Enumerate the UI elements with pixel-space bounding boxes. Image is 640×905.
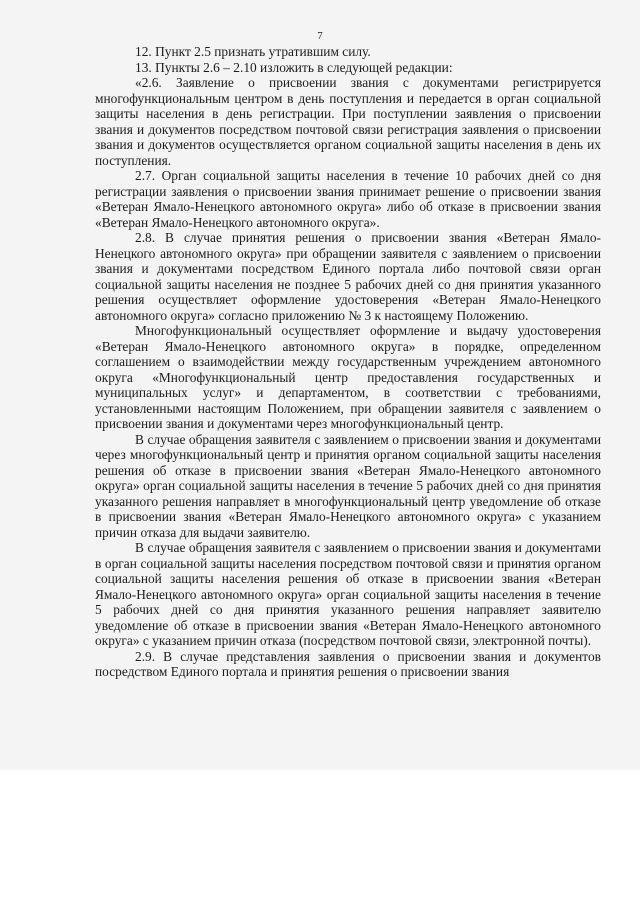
paragraph: 13. Пункты 2.6 – 2.10 изложить в следующей редакции: xyxy=(135,59,453,75)
paragraph: В случае обращения заявителя с заявлением о присвоении звания и документами через многофункциональный центр и принятия органом социальной защиты населения решения об отказе в присвоении звания «Ветеран Ямало-Ненецкого автономного округа» орган социальной защиты населения в течение 5 рабочих дней со дня принятия указанного решения направляет в многофункциональный центр уведомление об отказе в присвоении звания «Ветеран Ямало-Ненецкого автономного округа» с указанием причин отказа для выдачи заявителю. xyxy=(95,431,601,540)
paragraph: 2.9. В случае представления заявления о присвоении звания и документов посредством Единого портала и принятия решения о присвоении звания xyxy=(95,648,601,679)
page-number: 7 xyxy=(317,30,323,42)
paragraph: Многофункциональный осуществляет оформление и выдачу удостоверения «Ветеран Ямало-Ненецкого автономного округа» в порядке, определенном соглашением о взаимодействии между государственным учреждением автономного округа «Многофункциональный центр предоставления государственных и муниципальных услуг» и департаментом, в соответствии с требованиями, установленными настоящим Положением, при обращении заявителя с заявлением о присвоении звания и документами через многофункциональный центр. xyxy=(95,323,601,431)
paragraph: В случае обращения заявителя с заявлением о присвоении звания и документами в орган социальной защиты населения посредством почтовой связи и принятия органом социальной защиты населения решения об отказе в присвоении звания «Ветеран Ямало-Ненецкого автономного округа» орган социальной защиты населения в течение 5 рабочих дней со дня принятия указанного решения направляет заявителю уведомление об отказе в присвоении звания «Ветеран Ямало-Ненецкого автономного округа» с указанием причин отказа (посредством почтовой связи, электронной почты). xyxy=(95,540,601,648)
paragraph: 2.7. Орган социальной защиты населения в течение 10 рабочих дней со дня регистрации заявления о присвоении звания принимает решение о присвоении звания «Ветеран Ямало-Ненецкого автономного округа» либо об отказе в присвоении звания «Ветеран Ямало-Ненецкого автономного округа». xyxy=(95,168,601,230)
paragraph: 2.8. В случае принятия решения о присвоении звания «Ветеран Ямало-Ненецкого автономного округа» при обращении заявителя с заявлением о присвоении звания и документами посредством Единого портала либо почтовой связи орган социальной защиты населения не позднее 5 рабочих дней со дня принятия указанного решения осуществляет оформление удостоверения «Ветеран Ямало-Ненецкого автономного округа» согласно приложению № 3 к настоящему Положению. xyxy=(95,230,601,323)
paragraph: «2.6. Заявление о присвоении звания с документами регистрируется многофункциональным центром в день поступления и передается в орган социальной защиты населения в день регистрации. При поступлении заявления о присвоении звания и документов посредством почтовой связи регистрация заявления о присвоении звания и документов осуществляется органом социальной защиты населения в день их поступления. xyxy=(95,75,601,168)
document-body xyxy=(95,44,601,680)
paragraph: 12. Пункт 2.5 признать утратившим силу. xyxy=(135,44,371,59)
